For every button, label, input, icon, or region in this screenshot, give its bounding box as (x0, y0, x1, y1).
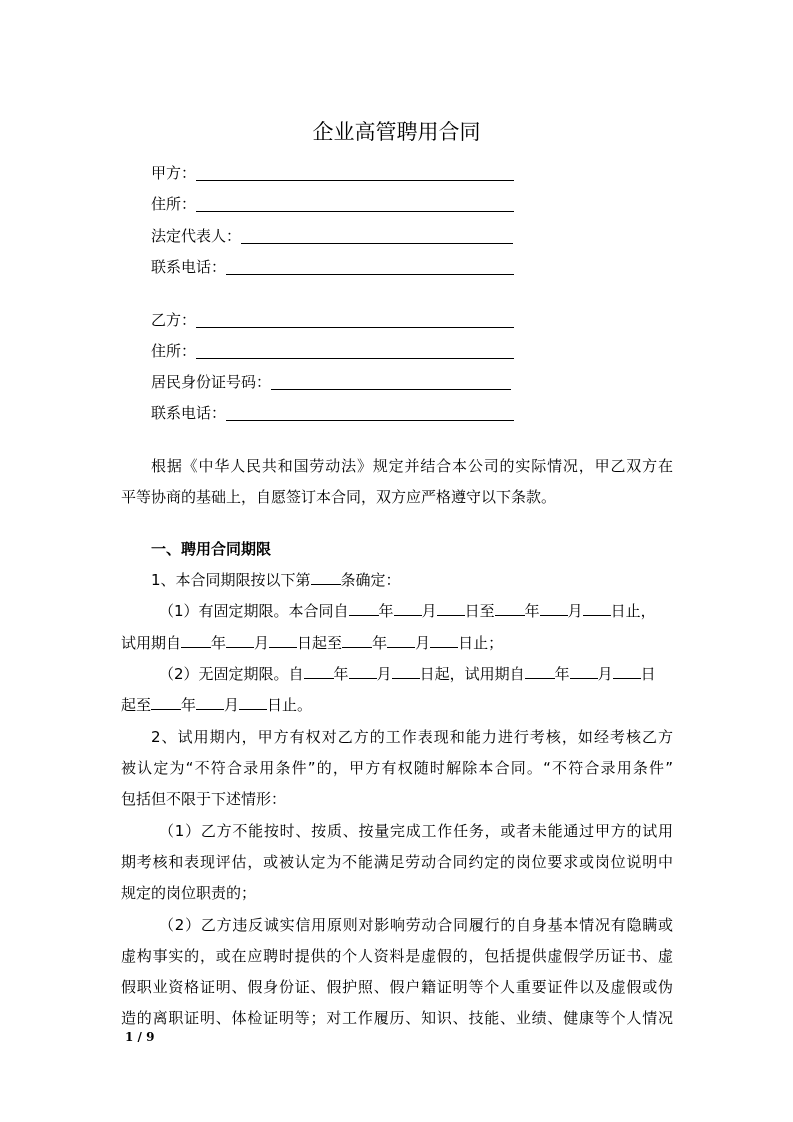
party-b-address-label: 住所： (151, 342, 197, 360)
clause-2-item-1-line-2: 期考核和表现评估，或被认定为不能满足劳动合同约定的岗位要求或岗位说明中 (121, 853, 673, 871)
party-a-name-label: 甲方： (151, 164, 197, 182)
party-a-rep-blank[interactable] (241, 243, 513, 244)
party-b-name-label: 乙方： (151, 311, 197, 329)
blank[interactable] (239, 695, 267, 710)
year-label: 年 (333, 665, 349, 683)
open-term-to: 起至 (121, 696, 152, 714)
page-number: 1 / 9 (125, 1030, 155, 1044)
month-label: 月 (254, 634, 270, 652)
party-b-address-field (151, 340, 514, 362)
party-a-phone-field (151, 256, 514, 278)
clause-2-line-2: 被认定为“不符合录用条件”的，甲方有权随时解除本合同。“不符合录用条件” (121, 759, 673, 777)
blank[interactable] (196, 695, 224, 710)
party-b-name-blank[interactable] (196, 327, 514, 328)
year-label: 年 (378, 602, 394, 620)
blank[interactable] (304, 664, 334, 679)
fixed-term-end: 日止， (610, 602, 656, 620)
clause-2-item-2-line-1: （2）乙方违反诚实信用原则对影响劳动合同履行的自身基本情况有隐瞒或 (159, 916, 673, 934)
clause-2-item-1-line-1: （1）乙方不能按时、按质、按量完成工作任务，或者未能通过甲方的试用 (159, 822, 673, 840)
clause-1-intro-suffix: 条确定： (340, 571, 401, 589)
clause-2-item-1-line-3: 规定的岗位职责的； (121, 884, 257, 902)
blank[interactable] (437, 601, 465, 616)
clause-2-line-3: 包括但不限于下述情形： (121, 790, 287, 808)
open-term-text: （2）无固定期限。自 (159, 665, 304, 683)
fixed-term-text: （1）有固定期限。本合同自 (159, 602, 349, 620)
blank[interactable] (613, 664, 641, 679)
open-term-probation: 日起，试用期自 (419, 665, 525, 683)
clause-2-item-2-line-4: 造的离职证明、体检证明等；对工作履历、知识、技能、业绩、健康等个人情况 (121, 1009, 673, 1027)
party-b-phone-field (151, 402, 514, 424)
section-1-heading: 一、聘用合同期限 (151, 540, 272, 558)
open-term-end: 日止。 (267, 696, 313, 714)
preamble-line-2: 平等协商的基础上，自愿签订本合同，双方应严格遵守以下条款。 (121, 488, 557, 506)
blank[interactable] (387, 633, 415, 648)
clause-1-intro (151, 569, 711, 591)
open-term-line (159, 663, 719, 685)
fixed-term-to: 日至 (464, 602, 495, 620)
blank[interactable] (269, 633, 297, 648)
year-label: 年 (211, 634, 227, 652)
party-b-id-label: 居民身份证号码： (151, 373, 272, 391)
probation-text: 试用期自 (121, 634, 182, 652)
year-label: 年 (372, 634, 388, 652)
blank[interactable] (392, 664, 420, 679)
blank[interactable] (342, 633, 372, 648)
fixed-term-line (159, 600, 719, 622)
blank[interactable] (540, 601, 568, 616)
party-a-name-field (151, 162, 514, 184)
clause-2-line-1: 2、试用期内，甲方有权对乙方的工作表现和能力进行考核，如经考核乙方 (151, 728, 673, 746)
party-a-rep-label: 法定代表人： (151, 227, 242, 245)
clause-1-intro-text: 1、本合同期限按以下第 (151, 571, 311, 589)
blank[interactable] (583, 601, 611, 616)
party-b-phone-label: 联系电话： (151, 404, 227, 422)
clause-number-blank[interactable] (311, 570, 341, 585)
document-title: 企业高管聘用合同 (312, 120, 481, 144)
blank[interactable] (570, 664, 598, 679)
probation-end: 日止； (458, 634, 504, 652)
blank[interactable] (151, 695, 181, 710)
party-a-phone-label: 联系电话： (151, 258, 227, 276)
blank[interactable] (525, 664, 555, 679)
blank[interactable] (349, 664, 377, 679)
probation-line (121, 632, 681, 654)
year-label: 年 (554, 665, 570, 683)
month-label: 月 (597, 665, 613, 683)
month-label: 月 (224, 696, 240, 714)
open-term-line-2 (121, 694, 681, 716)
party-a-address-label: 住所： (151, 195, 197, 213)
blank[interactable] (226, 633, 254, 648)
party-b-id-blank[interactable] (271, 389, 511, 390)
party-b-address-blank[interactable] (196, 358, 514, 359)
party-b-name-field (151, 309, 514, 331)
blank[interactable] (394, 601, 422, 616)
party-a-address-blank[interactable] (196, 211, 514, 212)
party-a-rep-field (151, 225, 513, 247)
blank[interactable] (430, 633, 458, 648)
clause-2-item-2-line-3: 假职业资格证明、假身份证、假护照、假户籍证明等个人重要证件以及虚假或伪 (121, 978, 673, 996)
party-a-address-field (151, 193, 514, 215)
preamble-line-1: 根据《中华人民共和国劳动法》规定并结合本公司的实际情况，甲乙双方在 (151, 457, 673, 475)
day-label: 日 (640, 665, 656, 683)
party-a-phone-blank[interactable] (226, 274, 514, 275)
month-label: 月 (567, 602, 583, 620)
party-b-phone-blank[interactable] (226, 420, 514, 421)
year-label: 年 (524, 602, 540, 620)
party-b-id-field (151, 371, 511, 393)
month-label: 月 (415, 634, 431, 652)
blank[interactable] (181, 633, 211, 648)
year-label: 年 (181, 696, 197, 714)
clause-2-item-2-line-2: 虚构事实的，或在应聘时提供的个人资料是虚假的，包括提供虚假学历证书、虚 (121, 947, 673, 965)
probation-to: 日起至 (297, 634, 343, 652)
party-a-name-blank[interactable] (196, 180, 514, 181)
blank[interactable] (349, 601, 379, 616)
month-label: 月 (376, 665, 392, 683)
blank[interactable] (495, 601, 525, 616)
month-label: 月 (421, 602, 437, 620)
